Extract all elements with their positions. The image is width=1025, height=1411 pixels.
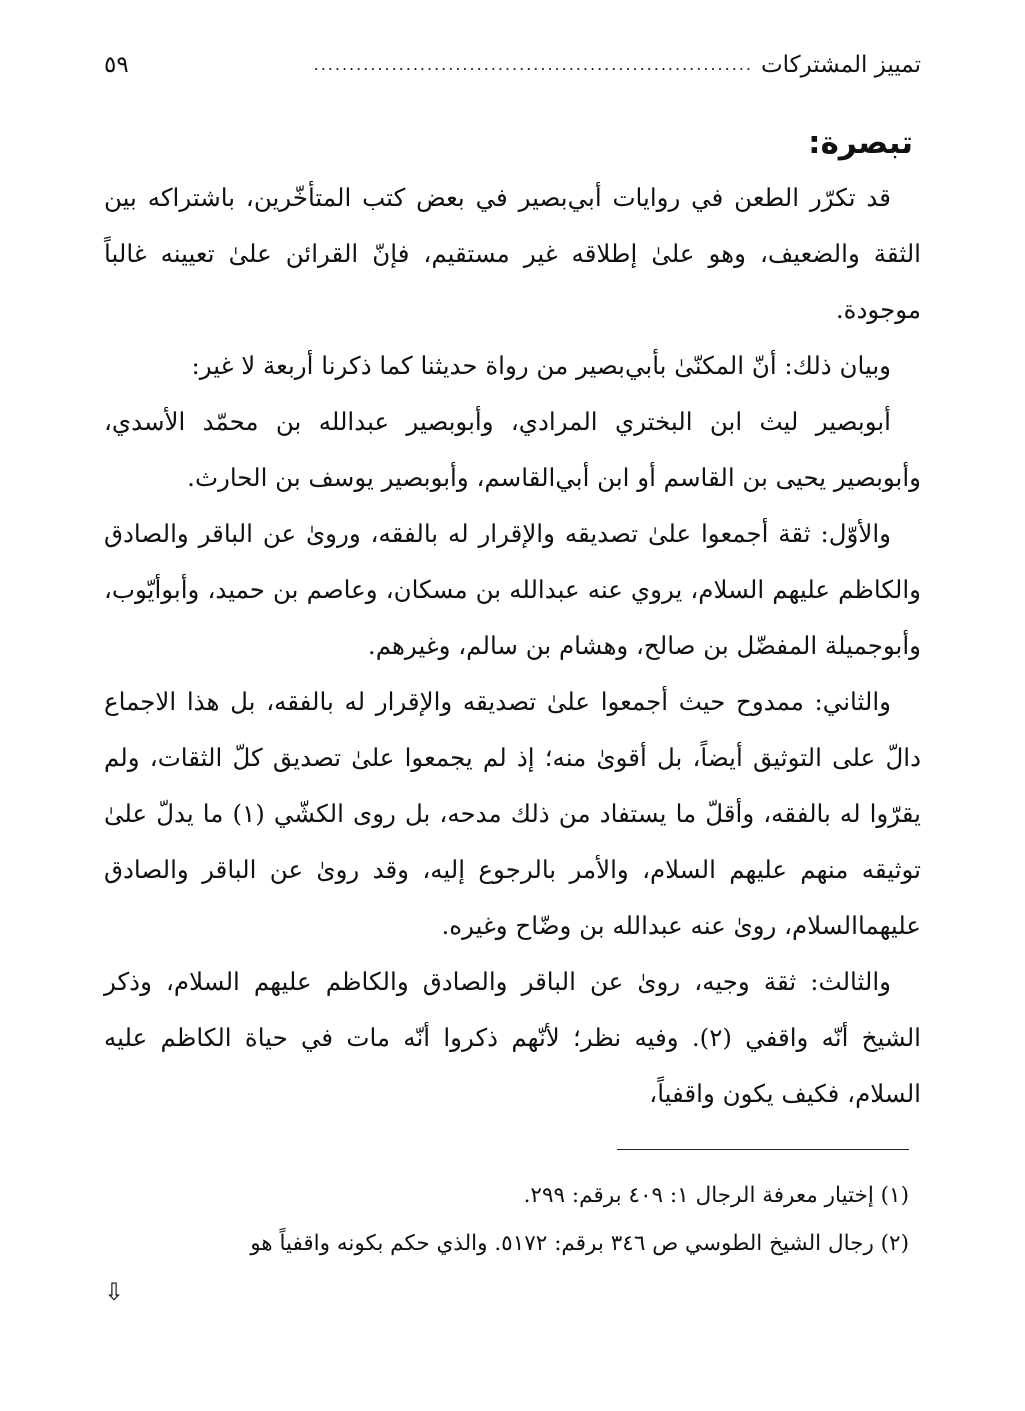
footnotes — [104, 1172, 909, 1268]
page-number: ٥٩ — [104, 52, 129, 78]
paragraph: قد تكرّر الطعن في روايات أبي‌بصير في بعض كتب المتأخّرين، باشتراكه بين الثقة والضعيف، وهو علىٰ إطلاقه غير مستقيم، فإنّ القرائن علىٰ تعيينه غالباً موجودة. — [104, 183, 921, 324]
footnote-separator — [617, 1149, 909, 1150]
paragraph: والثاني: ممدوح حيث أجمعوا علىٰ تصديقه والإقرار له بالفقه، بل هذا الاجماع دالّ على التوثيق أيضاً، بل أقوىٰ منه؛ إذ لم يجمعوا علىٰ تصديق كلّ الثقات، ولم يقرّوا له بالفقه، وأقلّ ما يستفاد من ذلك مدحه، بل روى الكشّي (١) ما يدلّ علىٰ توثيقه منهم عليهم السلام، والأمر بالرجوع إليه، وقد روىٰ عن الباقر والصادق عليهماالسلام، روىٰ عنه عبدالله بن وضّاح وغيره. — [104, 687, 921, 940]
chapter-title: تمييز المشتركات — [760, 52, 921, 78]
paragraph: والثالث: ثقة وجيه، روىٰ عن الباقر والصادق والكاظم عليهم السلام، وذكر الشيخ أنّه واقفي (٢). وفيه نظر؛ لأنّهم ذكروا أنّه مات في حياة الكاظم عليه السلام، فكيف يكون واقفياً، — [104, 967, 921, 1108]
paragraph: أبوبصير ليث ابن البختري المرادي، وأبوبصير عبدالله بن محمّد الأسدي، وأبوبصير يحيى بن القاسم أو ابن أبي‌القاسم، وأبوبصير يوسف بن الحارث. — [104, 407, 921, 492]
leader-dots: .............................................................. — [313, 55, 753, 74]
footnote: (٢) رجال الشيخ الطوسي ص ٣٤٦ برقم: ٥١٧٢. والذي حكم بكونه واقفياً هو — [250, 1231, 909, 1256]
footnote: (١) إختيار معرفة الرجال ١: ٤٠٩ برقم: ٢٩٩. — [523, 1183, 909, 1208]
section-heading: تبصرة: — [808, 125, 913, 161]
running-header — [104, 38, 921, 78]
paragraph: والأوّل: ثقة أجمعوا علىٰ تصديقه والإقرار له بالفقه، وروىٰ عن الباقر والصادق والكاظم عليهم السلام، يروي عنه عبدالله بن مسكان، وعاصم بن حميد، وأبوأيّوب، وأبوجميلة المفضّل بن صالح، وهشام بن سالم، وغيرهم. — [104, 519, 921, 660]
main-text — [104, 118, 921, 1122]
continuation-arrow-icon: ⇩ — [104, 1278, 125, 1306]
paragraph: وبيان ذلك: أنّ المكنّىٰ بأبي‌بصير من رواة حديثنا كما ذكرنا أربعة لا غير: — [191, 351, 891, 380]
